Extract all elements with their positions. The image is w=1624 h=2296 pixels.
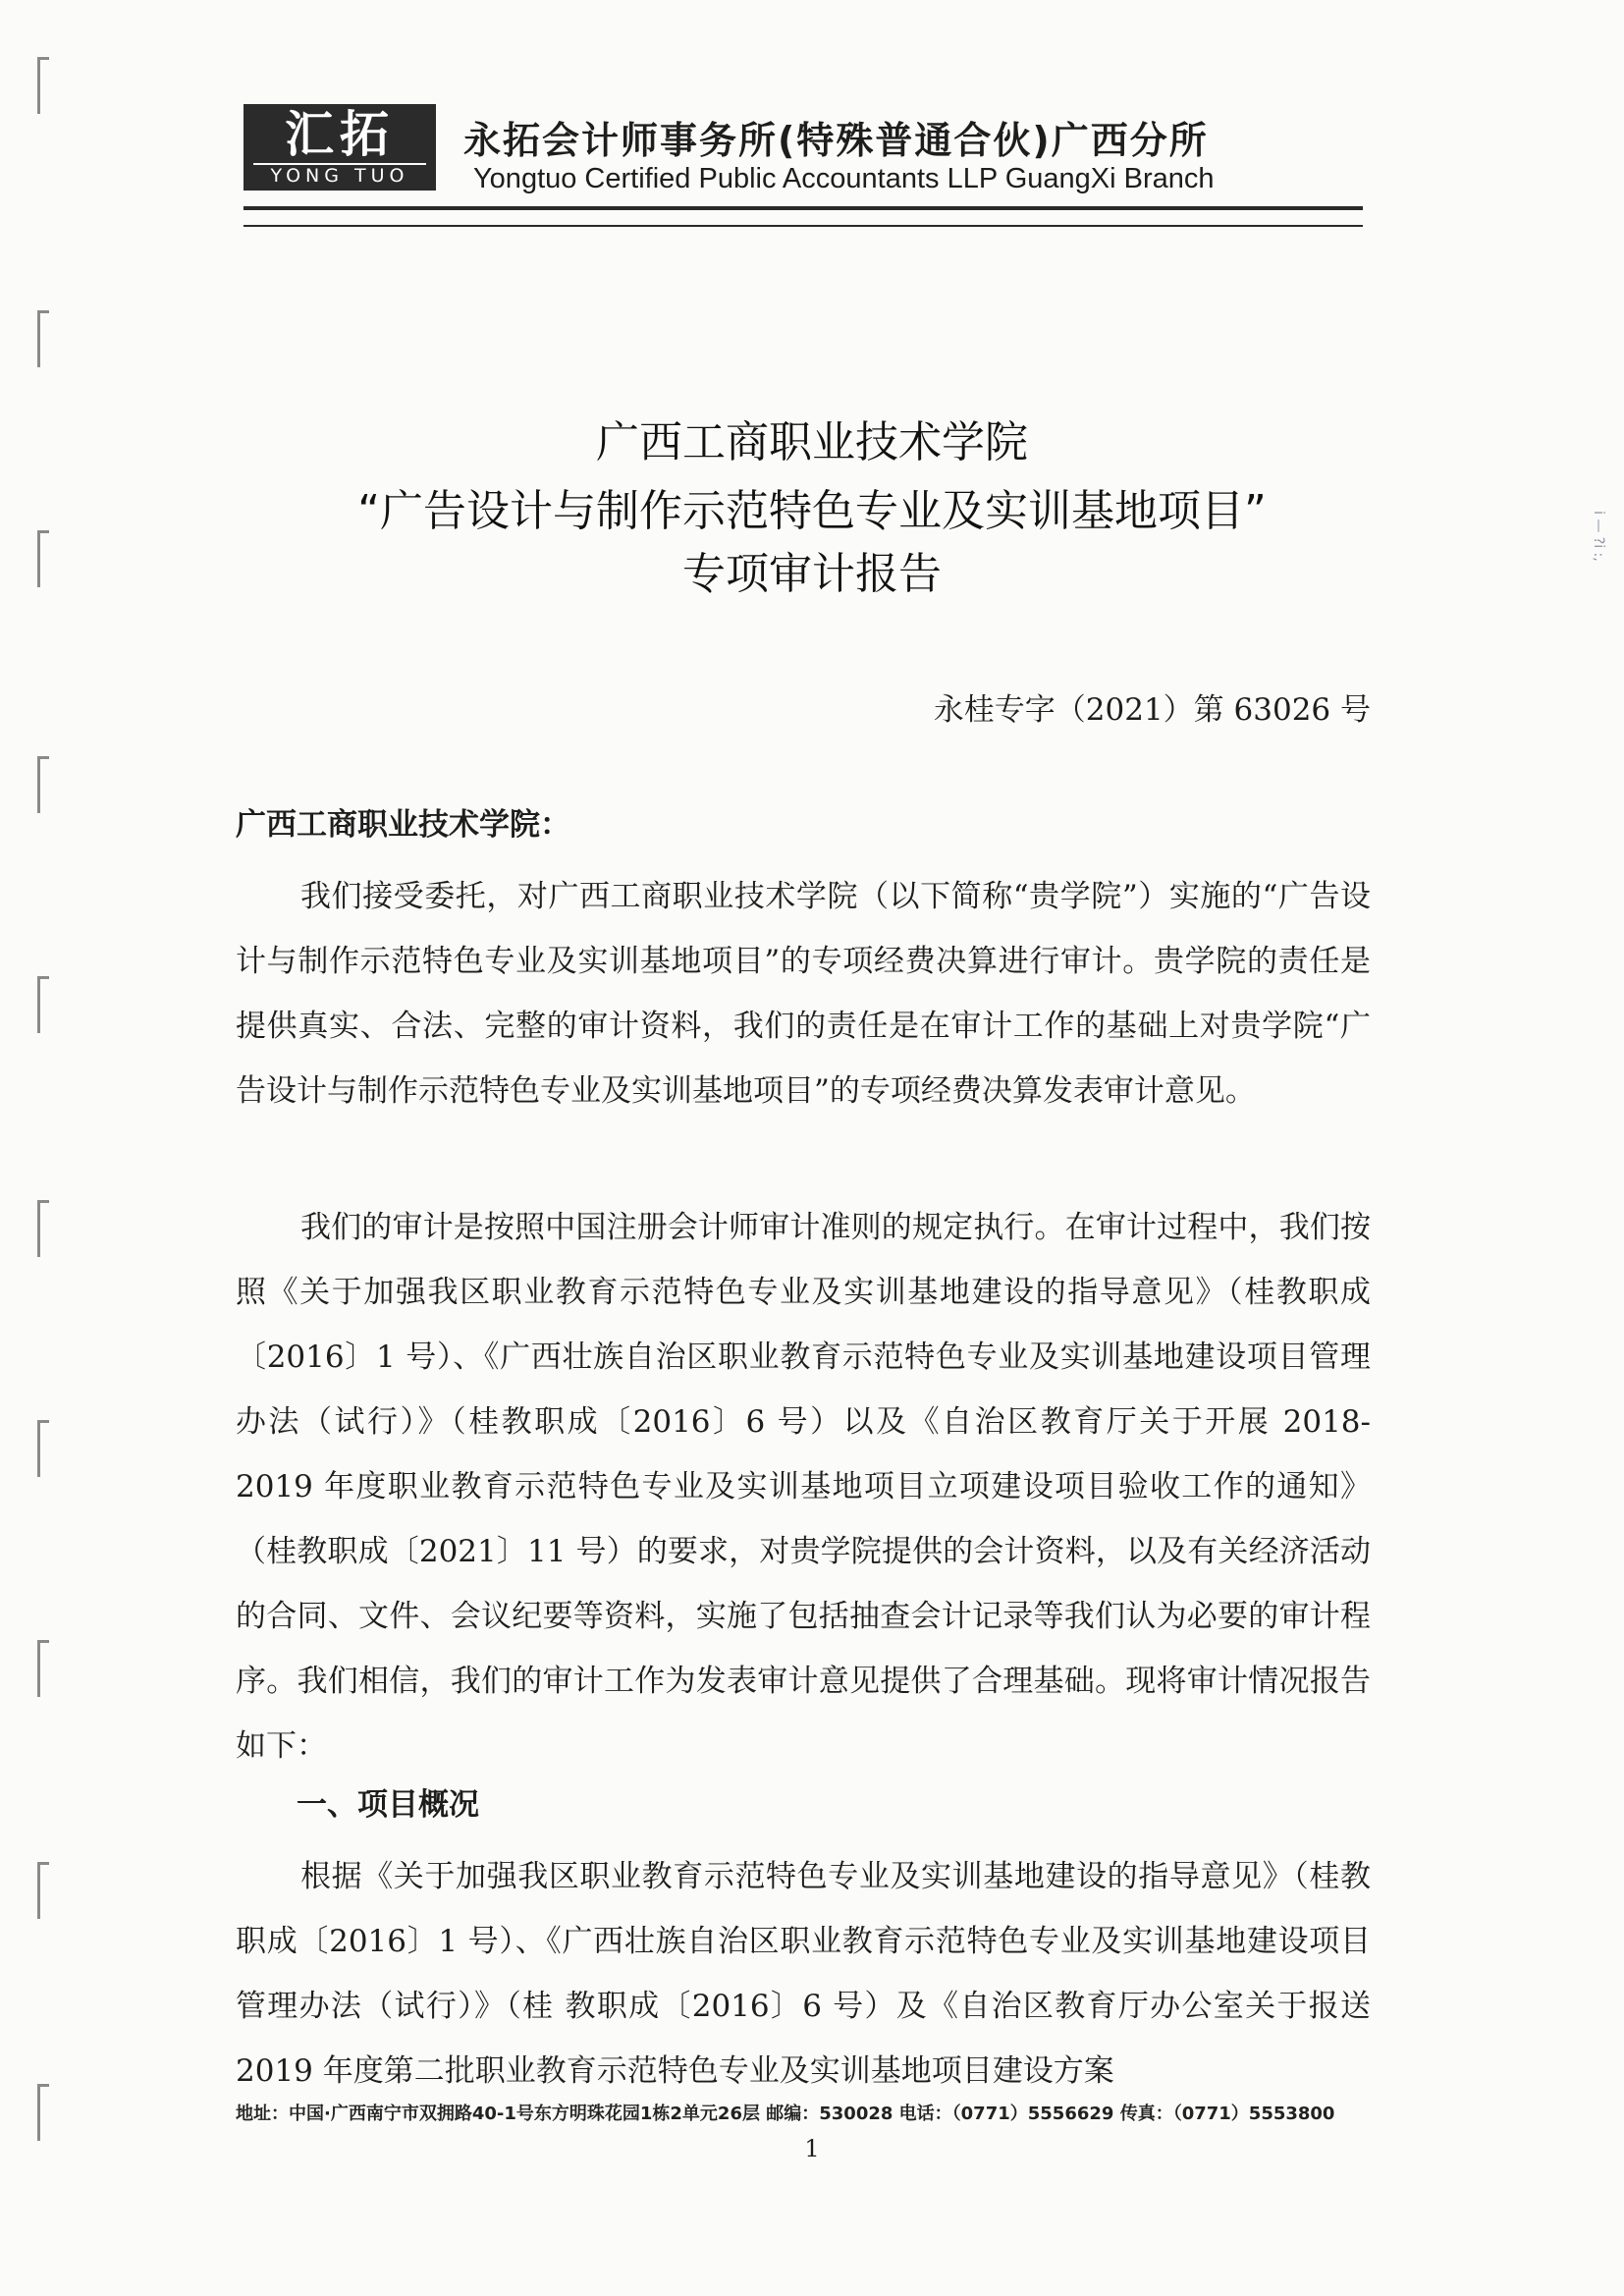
binding-mark	[37, 1862, 49, 1919]
binding-mark	[37, 756, 49, 813]
binding-mark	[37, 2084, 49, 2141]
firm-name-english: Yongtuo Certified Public Accountants LLP GuangXi Branch	[473, 163, 1215, 194]
binding-mark	[37, 57, 49, 114]
binding-mark	[37, 1420, 49, 1477]
document-number: 永桂专字（2021）第 63026 号	[933, 692, 1371, 728]
salutation: 广西工商职业技术学院：	[236, 807, 570, 843]
binding-mark	[37, 1640, 49, 1697]
page-number: 1	[804, 2135, 820, 2162]
logo-subtitle: YONG TUO	[253, 163, 426, 187]
firm-logo	[244, 104, 436, 191]
paragraph-project-overview: 根据《关于加强我区职业教育示范特色专业及实训基地建设的指导意见》（桂教职成〔2016〕1 号）、《广西壮族自治区职业教育示范特色专业及实训基地建设项目管理办法（试行）》（桂 教职成〔2016〕6 号）及《自治区教育厅办公室关于报送 2019 年度第二批职业教育示范特色专业及实训基地项目建设方案	[236, 1859, 1371, 2089]
paragraph-audit-basis: 我们的审计是按照中国注册会计师审计准则的规定执行。在审计过程中，我们按照《关于加强我区职业教育示范特色专业及实训基地建设的指导意见》（桂教职成〔2016〕1 号）、《广西壮族自治区职业教育示范特色专业及实训基地建设项目管理办法（试行）》（桂教职成〔2016〕6 号）以及《自治区教育厅关于开展 2018- 2019 年度职业教育示范特色专业及实训基地项目立项建设项目验收工作的通知》（桂教职成〔2021〕11 号）的要求，对贵学院提供的会计资料，以及有关经济活动的合同、文件、会议纪要等资料，实施了包括抽查会计记录等我们认为必要的审计程序。我们相信，我们的审计工作为发表审计意见提供了合理基础。现将审计情况报告如下：	[236, 1210, 1371, 1764]
binding-mark	[37, 976, 49, 1033]
letterhead-rule-thick	[244, 206, 1363, 210]
report-title-line-3: 专项审计报告	[682, 549, 942, 599]
logo-mark: 汇拓	[285, 106, 395, 163]
firm-name-chinese: 永拓会计师事务所(特殊普通合伙)广西分所	[463, 119, 1209, 162]
report-title-line-2: “广告设计与制作示范特色专业及实训基地项目”	[357, 486, 1267, 536]
binding-mark	[37, 1200, 49, 1257]
scan-edge-marks: i — ?i :,	[1591, 511, 1606, 562]
paragraph-engagement: 我们接受委托，对广西工商职业技术学院（以下简称“贵学院”）实施的“广告设计与制作示范特色专业及实训基地项目”的专项经费决算进行审计。贵学院的责任是提供真实、合法、完整的审计资料，我们的责任是在审计工作的基础上对贵学院“广告设计与制作示范特色专业及实训基地项目”的专项经费决算发表审计意见。	[236, 879, 1371, 1109]
footer-address: 地址：中国·广西南宁市双拥路40-1号东方明珠花园1栋2单元26层 邮编：530028 电话：（0771）5556629 传真：（0771）5553800	[236, 2104, 1335, 2124]
binding-mark	[37, 310, 49, 367]
section-heading-project-overview: 一、项目概况	[297, 1787, 479, 1823]
letterhead-rule-thin	[244, 225, 1363, 227]
report-title-line-1: 广西工商职业技术学院	[596, 417, 1028, 467]
